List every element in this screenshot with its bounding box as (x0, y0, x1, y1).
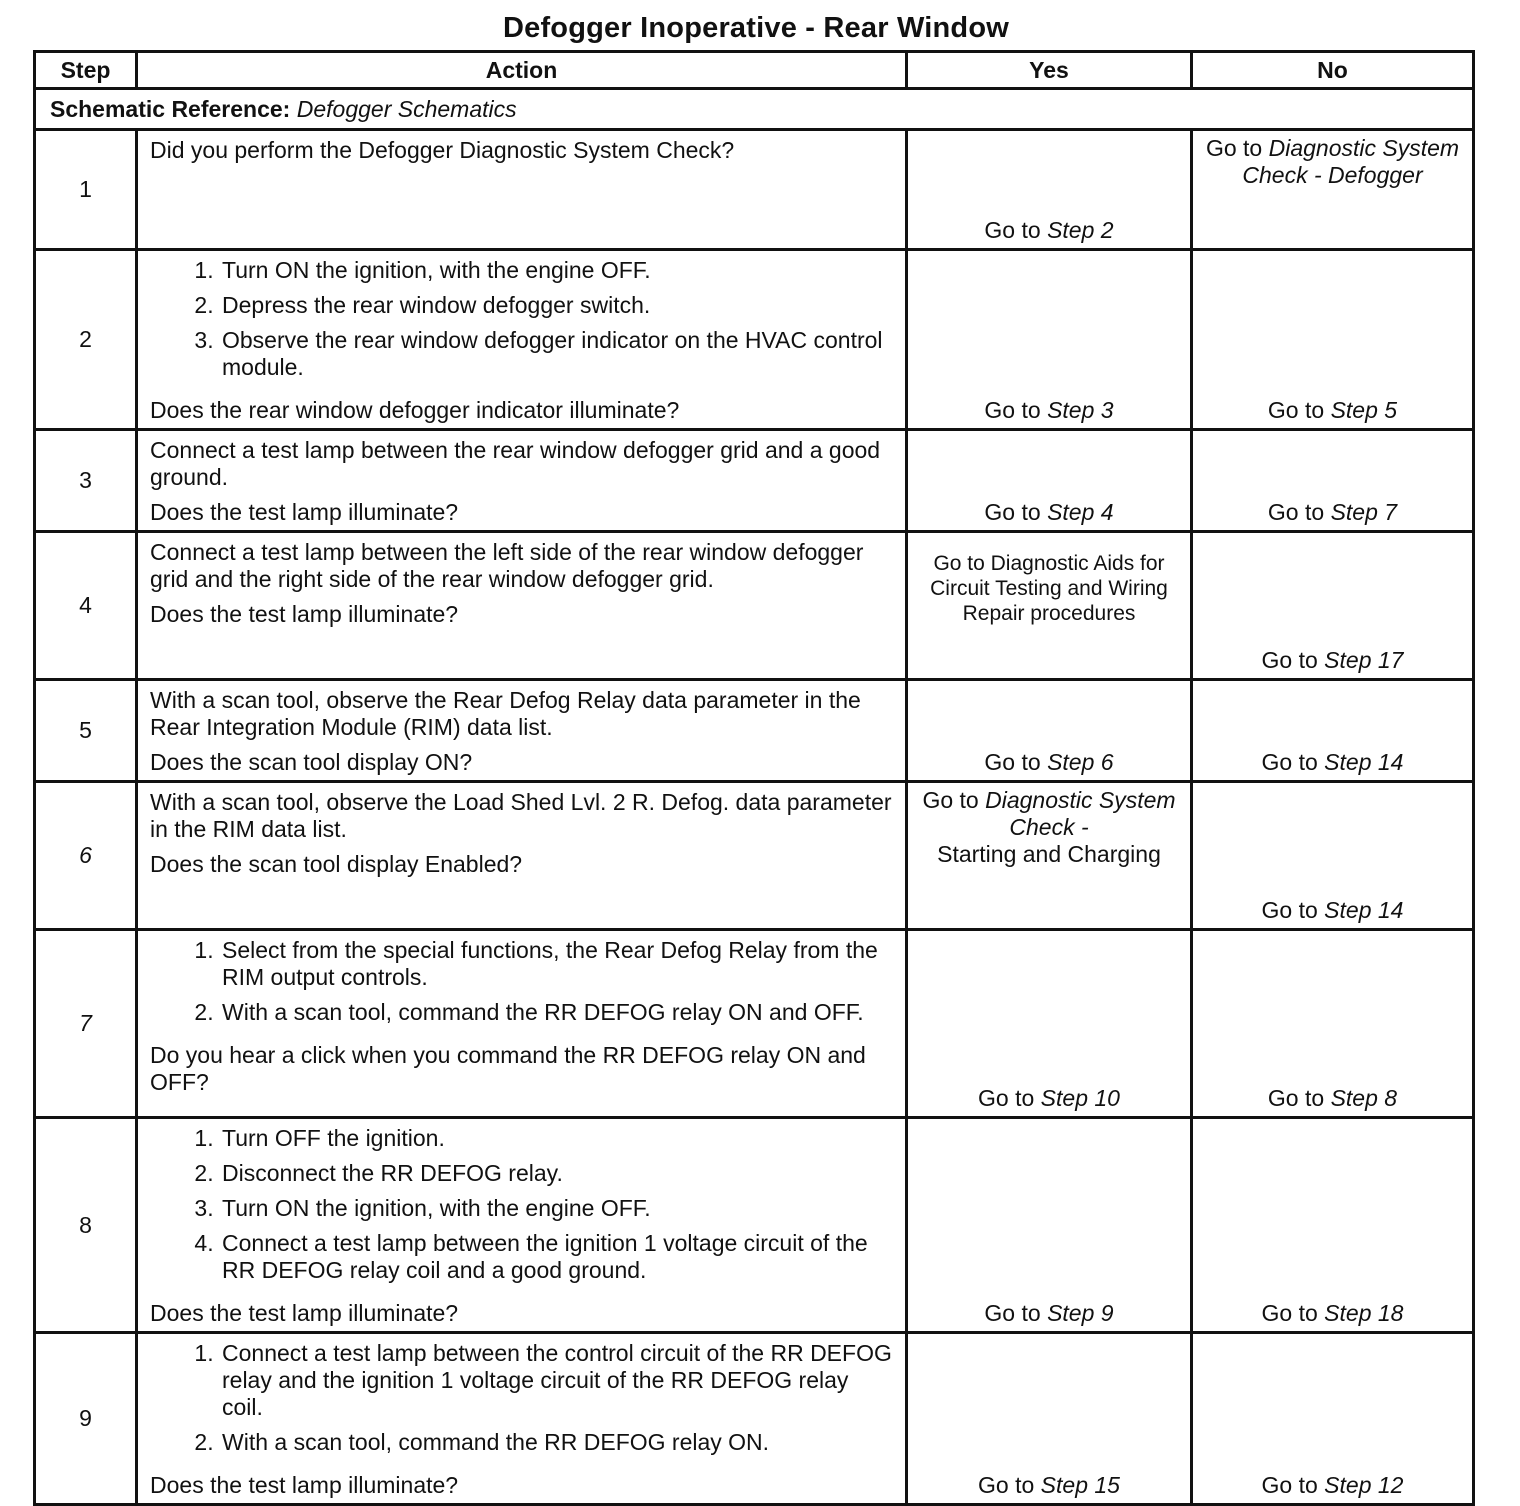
action-cell (137, 1333, 907, 1505)
result-prefix: Go to (1261, 647, 1318, 673)
result-target-link[interactable]: Step 17 (1324, 647, 1404, 673)
result-prefix: Go to (978, 1472, 1035, 1498)
action-step-item: 2. With a scan tool, command the RR DEFOG relay ON. (220, 1429, 895, 1456)
header-action: Action (137, 52, 907, 89)
schematic-reference (35, 89, 1474, 130)
no-cell (1192, 782, 1474, 930)
result-target-link[interactable]: Step 9 (1047, 1300, 1114, 1326)
step-number: 5 (35, 680, 137, 782)
yes-cell (907, 1118, 1192, 1333)
action-text: Does the test lamp illuminate? (150, 601, 459, 627)
result-prefix: Go to (1261, 1300, 1318, 1326)
action-cell (137, 430, 907, 532)
result-prefix: Go to (1267, 397, 1325, 423)
result-target-link[interactable]: Step 7 (1330, 499, 1398, 525)
action-question: Does the rear window defogger indicator illuminate? (150, 397, 680, 423)
action-question: Does the test lamp illuminate? (150, 1472, 459, 1498)
result-prefix: Go to (984, 499, 1041, 525)
no-cell (1192, 130, 1474, 250)
result-target-link[interactable]: Step 15 (1040, 1472, 1120, 1498)
result-prefix: Go to (1261, 749, 1318, 775)
schematic-row (35, 89, 1474, 130)
result-prefix: Go to (1267, 499, 1325, 525)
action-cell (137, 782, 907, 930)
yes-cell (907, 532, 1192, 680)
yes-cell (907, 250, 1192, 430)
table-row (35, 430, 1474, 532)
table-row (35, 1333, 1474, 1505)
action-cell (137, 680, 907, 782)
result-prefix: Go to (1205, 135, 1263, 161)
action-question: Does the scan tool display ON? (150, 749, 473, 775)
action-cell (137, 130, 907, 250)
result-prefix: Go to (984, 397, 1041, 423)
result-target-link[interactable]: Step 14 (1324, 749, 1404, 775)
table-row (35, 930, 1474, 1118)
table-row (35, 1118, 1474, 1333)
schematic-link[interactable]: Defogger Schematics (296, 95, 517, 122)
header-yes: Yes (907, 52, 1192, 89)
result-target-link[interactable]: Step 10 (1040, 1085, 1120, 1111)
no-cell (1192, 1118, 1474, 1333)
action-question: Does the test lamp illuminate? (150, 499, 459, 525)
result-target-link[interactable]: Step 4 (1047, 499, 1114, 525)
result-prefix: Go to (1261, 1472, 1318, 1498)
result-target-link[interactable]: Step 5 (1330, 397, 1398, 423)
action-question: Do you hear a click when you command the RR DEFOG relay ON and OFF? (150, 1042, 866, 1095)
result-prefix: Go to (984, 749, 1041, 775)
table-row (35, 532, 1474, 680)
action-steps-list (150, 937, 895, 1034)
action-step-item: 1. Select from the special functions, the Rear Defog Relay from the RIM output controls. (220, 937, 895, 991)
page-title: Defogger Inoperative - Rear Window (502, 12, 1010, 44)
result-prefix: Go to (1267, 1085, 1325, 1111)
diagnostic-table (33, 50, 1475, 1506)
no-cell (1192, 1333, 1474, 1505)
result-target-link[interactable]: Step 18 (1324, 1300, 1404, 1326)
result-prefix: Go to (984, 217, 1041, 243)
action-content (150, 1125, 895, 1327)
no-cell (1192, 680, 1474, 782)
action-text: Connect a test lamp between the left side of the rear window defogger grid and the right side of the rear window defogger grid. (150, 539, 864, 592)
result-prefix: Go to (984, 1300, 1041, 1326)
result-target-link[interactable]: Step 14 (1324, 897, 1404, 923)
action-steps-list (150, 1125, 895, 1292)
action-step-item: 2. Disconnect the RR DEFOG relay. (220, 1160, 895, 1187)
yes-cell (907, 130, 1192, 250)
action-content (150, 937, 895, 1096)
action-content (150, 789, 895, 878)
schematic-label: Schematic Reference: (50, 95, 291, 122)
action-question: Does the test lamp illuminate? (150, 1300, 459, 1326)
action-content (150, 137, 895, 164)
action-cell (137, 1118, 907, 1333)
action-step-item: 2. With a scan tool, command the RR DEFOG relay ON and OFF. (220, 999, 895, 1026)
action-content (150, 1340, 895, 1499)
step-number: 8 (35, 1118, 137, 1333)
action-text: With a scan tool, observe the Rear Defog Relay data parameter in the Rear Integration Module (RIM) data list. (150, 687, 861, 740)
result-text[interactable]: Go to Diagnostic Aids for Circuit Testing and Wiring Repair procedures (930, 552, 1168, 625)
yes-cell (907, 930, 1192, 1118)
result-prefix: Go to (1261, 897, 1318, 923)
action-steps-list (150, 1340, 895, 1464)
result-target-link[interactable]: Step 3 (1047, 397, 1114, 423)
step-number: 4 (35, 532, 137, 680)
result-prefix: Go to (978, 1085, 1035, 1111)
no-cell (1192, 532, 1474, 680)
header-step: Step (35, 52, 137, 89)
action-text: Connect a test lamp between the rear window defogger grid and a good ground. (150, 437, 881, 490)
action-text: With a scan tool, observe the Load Shed Lvl. 2 R. Defog. data parameter in the RIM data list. (150, 789, 892, 842)
step-number: 2 (35, 250, 137, 430)
result-target-link[interactable]: Step 6 (1047, 749, 1114, 775)
yes-cell (907, 680, 1192, 782)
action-step-item: 1. Connect a test lamp between the control circuit of the RR DEFOG relay and the ignition 1 voltage circuit of the RR DEFOG relay coil. (220, 1340, 895, 1421)
yes-cell (907, 1333, 1192, 1505)
table-row (35, 680, 1474, 782)
action-step-item: 4. Connect a test lamp between the ignition 1 voltage circuit of the RR DEFOG relay coil and a good ground. (220, 1230, 895, 1284)
action-text: Did you perform the Defogger Diagnostic System Check? (150, 137, 735, 163)
header-no: No (1192, 52, 1474, 89)
action-content (150, 539, 895, 628)
step-number: 1 (35, 130, 137, 250)
action-step-item: 2. Depress the rear window defogger switch. (220, 292, 895, 319)
header-row (35, 52, 1474, 89)
no-cell (1192, 930, 1474, 1118)
action-steps-list (150, 257, 895, 389)
step-number: 9 (35, 1333, 137, 1505)
result-prefix: Go to (922, 787, 979, 813)
table-row (35, 130, 1474, 250)
action-cell (137, 930, 907, 1118)
action-text: Does the scan tool display Enabled? (150, 851, 523, 877)
action-cell (137, 532, 907, 680)
action-cell (137, 250, 907, 430)
result-suffix: Starting and Charging (937, 841, 1161, 867)
result-target-link[interactable]: Step 8 (1330, 1085, 1398, 1111)
table-row (35, 250, 1474, 430)
table-body (35, 130, 1474, 1505)
action-step-item: 1. Turn OFF the ignition. (220, 1125, 895, 1152)
action-step-item: 1. Turn ON the ignition, with the engine OFF. (220, 257, 895, 284)
step-number: 7 (35, 930, 137, 1118)
action-content (150, 687, 895, 776)
result-target-link[interactable]: Diagnostic System Check - (985, 787, 1176, 840)
yes-cell (907, 430, 1192, 532)
no-cell (1192, 250, 1474, 430)
step-number: 3 (35, 430, 137, 532)
result-target-link[interactable]: Diagnostic System Check - Defogger (1242, 135, 1460, 188)
action-step-item: 3. Turn ON the ignition, with the engine OFF. (220, 1195, 895, 1222)
action-content (150, 257, 895, 424)
result-target-link[interactable]: Step 2 (1047, 217, 1114, 243)
no-cell (1192, 430, 1474, 532)
result-target-link[interactable]: Step 12 (1324, 1472, 1404, 1498)
yes-cell (907, 782, 1192, 930)
step-number: 6 (35, 782, 137, 930)
action-content (150, 437, 895, 526)
table-row (35, 782, 1474, 930)
action-step-item: 3. Observe the rear window defogger indicator on the HVAC control module. (220, 327, 895, 381)
